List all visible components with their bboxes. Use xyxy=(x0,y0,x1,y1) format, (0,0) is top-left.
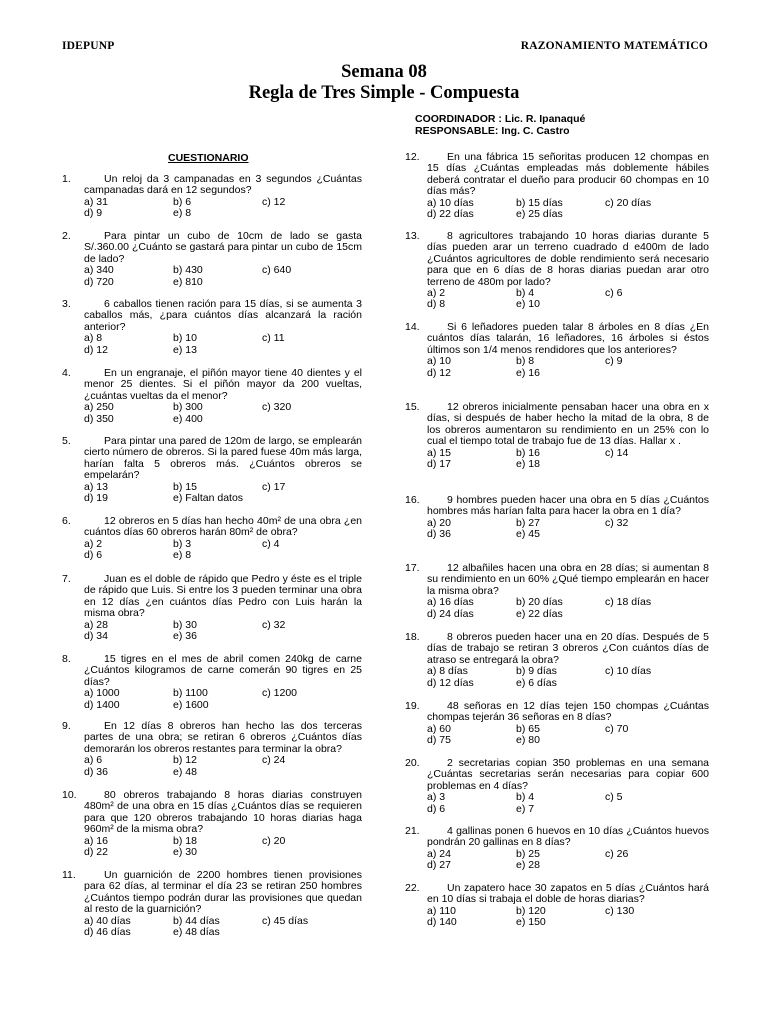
answer-options xyxy=(427,356,709,379)
option-b: b) 3 xyxy=(173,537,192,550)
option-b: b) 15 xyxy=(173,480,197,493)
answer-options xyxy=(84,755,362,778)
option-c: c) 12 xyxy=(262,195,286,208)
option-e: e) 18 xyxy=(516,458,540,471)
option-d: d) 350 xyxy=(84,412,114,425)
option-a: a) 16 xyxy=(84,834,108,847)
question-number: 17. xyxy=(405,562,420,574)
question-number: 13. xyxy=(405,230,420,242)
option-a: a) 20 xyxy=(427,516,451,529)
question-11 xyxy=(62,870,362,938)
option-b: b) 4 xyxy=(516,287,535,300)
option-d: d) 12 xyxy=(84,343,108,356)
question-10 xyxy=(62,790,362,858)
option-e: e) 150 xyxy=(516,916,546,929)
option-c: c) 70 xyxy=(605,722,629,735)
option-e: e) 48 xyxy=(173,765,197,778)
answer-options xyxy=(427,666,709,689)
option-c: c) 18 días xyxy=(605,596,652,609)
option-d: d) 140 xyxy=(427,916,457,929)
header-course: RAZONAMIENTO MATEMÁTICO xyxy=(520,40,708,52)
question-number: 21. xyxy=(405,825,420,837)
option-c: c) 10 días xyxy=(605,665,652,678)
option-e: e) 10 xyxy=(516,298,540,311)
option-b: b) 4 xyxy=(516,791,535,804)
option-c: c) 130 xyxy=(605,904,635,917)
question-number: 4. xyxy=(62,367,71,379)
question-17 xyxy=(405,563,709,620)
option-e: e) 36 xyxy=(173,630,197,643)
option-a: a) 10 días xyxy=(427,196,474,209)
option-b: b) 44 días xyxy=(173,914,220,927)
option-e: e) 22 días xyxy=(516,607,563,620)
question-text: 8 obreros pueden hacer una en 20 días. Después de 5 días de trabajo se retiran 3 obreros ¿Con cuántos días de atraso se entregará la obra? xyxy=(427,631,709,666)
option-a: a) 28 xyxy=(84,618,108,631)
option-e: e) 400 xyxy=(173,412,203,425)
option-a: a) 1000 xyxy=(84,687,120,700)
option-c: c) 20 días xyxy=(605,196,652,209)
question-9 xyxy=(62,721,362,778)
option-c: c) 320 xyxy=(262,401,292,414)
option-b: b) 10 xyxy=(173,332,197,345)
option-a: a) 10 xyxy=(427,355,451,368)
option-d: d) 6 xyxy=(84,549,103,562)
option-b: b) 15 días xyxy=(516,196,563,209)
option-c: c) 4 xyxy=(262,537,280,550)
option-a: a) 6 xyxy=(84,754,103,767)
question-text: Si 6 leñadores pueden talar 8 árboles en 8 días ¿En cuántos días talarán, 16 leñadores, 16 árboles si éstos últimos son 1/4 menos rendidores que los anteriores? xyxy=(427,321,709,356)
answer-options xyxy=(427,518,709,541)
question-text: 2 secretarias copian 350 problemas en una semana ¿Cuántas secretarias serán necesarias para copiar 600 problemas en 4 días? xyxy=(427,757,709,792)
answer-options xyxy=(84,265,362,288)
header-institution: IDEPUNP xyxy=(62,40,115,52)
option-c: c) 6 xyxy=(605,287,623,300)
option-d: d) 12 xyxy=(427,366,451,379)
option-a: a) 250 xyxy=(84,401,114,414)
question-18 xyxy=(405,632,709,689)
option-a: a) 8 días xyxy=(427,665,468,678)
coordinator-line: COORDINADOR : Lic. R. Ipanaqué xyxy=(415,113,586,125)
answer-options xyxy=(427,448,709,471)
answer-options xyxy=(427,724,709,747)
answer-options xyxy=(84,333,362,356)
option-a: a) 16 días xyxy=(427,596,474,609)
option-d: d) 22 días xyxy=(427,208,474,221)
question-number: 16. xyxy=(405,494,420,506)
question-14 xyxy=(405,322,709,379)
option-c: c) 5 xyxy=(605,791,623,804)
answer-options xyxy=(84,620,362,643)
option-a: a) 31 xyxy=(84,195,108,208)
option-a: a) 110 xyxy=(427,904,456,917)
option-d: d) 36 xyxy=(427,528,451,541)
option-a: a) 24 xyxy=(427,847,451,860)
option-d: d) 36 xyxy=(84,765,108,778)
option-e: e) 48 días xyxy=(173,926,220,939)
question-number: 18. xyxy=(405,631,420,643)
question-5 xyxy=(62,436,362,504)
option-d: d) 9 xyxy=(84,207,103,220)
question-number: 12. xyxy=(405,151,420,163)
option-a: a) 3 xyxy=(427,791,446,804)
option-b: b) 30 xyxy=(173,618,197,631)
option-b: b) 1100 xyxy=(173,687,208,700)
option-c: c) 45 días xyxy=(262,914,309,927)
question-text: 12 albañiles hacen una obra en 28 días; si aumentan 8 su rendimiento en un 60% ¿Qué tiempo emplearán en hacer la misma obra? xyxy=(427,562,709,597)
answer-options xyxy=(84,916,362,939)
option-c: c) 640 xyxy=(262,264,292,277)
option-b: b) 25 xyxy=(516,847,540,860)
question-text: 15 tigres en el mes de abril comen 240kg de carne ¿Cuántos kilogramos de carne comerán 90 tigres en 25 días? xyxy=(84,653,362,688)
answer-options xyxy=(427,792,709,815)
option-d: d) 6 xyxy=(427,802,446,815)
question-number: 3. xyxy=(62,298,71,310)
section-title: CUESTIONARIO xyxy=(168,152,249,164)
answer-options xyxy=(84,482,362,505)
option-b: b) 20 días xyxy=(516,596,563,609)
question-12 xyxy=(405,152,709,220)
option-b: b) 9 días xyxy=(516,665,557,678)
option-b: b) 12 xyxy=(173,754,197,767)
question-text: Un zapatero hace 30 zapatos en 5 días ¿Cuántos hará en 10 días si trabaja el doble de horas diarias? xyxy=(427,882,709,906)
question-8 xyxy=(62,654,362,711)
option-a: a) 8 xyxy=(84,332,103,345)
question-13 xyxy=(405,231,709,311)
question-20 xyxy=(405,758,709,815)
option-d: d) 12 días xyxy=(427,676,474,689)
option-c: c) 32 xyxy=(605,516,629,529)
question-text: Un reloj da 3 campanadas en 3 segundos ¿Cuántas campanadas dará en 12 segundos? xyxy=(84,173,362,197)
option-d: d) 22 xyxy=(84,846,108,859)
question-text: 80 obreros trabajando 8 horas diarias construyen 480m² de una obra en 15 días ¿Cuántos días se requieren para que 120 obreros trabajando 10 horas diarias haga 960m² de la misma obra? xyxy=(84,789,362,836)
question-number: 9. xyxy=(62,720,71,732)
question-6 xyxy=(62,516,362,562)
question-number: 15. xyxy=(405,401,420,413)
answer-options xyxy=(427,849,709,872)
question-21 xyxy=(405,826,709,872)
question-text: 4 gallinas ponen 6 huevos en 10 días ¿Cuántos huevos pondrán 20 gallinas en 8 días? xyxy=(427,825,709,849)
option-d: d) 24 días xyxy=(427,607,474,620)
option-b: b) 430 xyxy=(173,264,203,277)
option-d: d) 8 xyxy=(427,298,446,311)
question-2 xyxy=(62,231,362,288)
option-a: a) 13 xyxy=(84,480,108,493)
answer-options xyxy=(427,906,709,929)
option-a: a) 15 xyxy=(427,446,451,459)
question-19 xyxy=(405,701,709,747)
question-7 xyxy=(62,574,362,642)
option-e: e) 1600 xyxy=(173,698,209,711)
option-d: d) 19 xyxy=(84,492,108,505)
answer-options xyxy=(427,198,709,221)
question-number: 1. xyxy=(62,173,71,185)
option-c: c) 26 xyxy=(605,847,629,860)
answer-options xyxy=(84,539,362,562)
option-e: e) 30 xyxy=(173,846,197,859)
option-d: d) 1400 xyxy=(84,698,120,711)
option-c: c) 17 xyxy=(262,480,286,493)
option-d: d) 34 xyxy=(84,630,108,643)
option-c: c) 1200 xyxy=(262,687,298,700)
option-d: d) 46 días xyxy=(84,926,131,939)
document-title xyxy=(0,62,768,104)
question-text: Para pintar un cubo de 10cm de lado se gasta S/.360.00 ¿Cuánto se gastará para pintar un cubo de 15cm de lado? xyxy=(84,230,362,265)
question-16 xyxy=(405,495,709,541)
question-text: 6 caballos tienen ración para 15 días, si se aumenta 3 caballos más, ¿para cuántos días alcanzará la ración anterior? xyxy=(84,298,362,333)
answer-options xyxy=(84,197,362,220)
option-d: d) 27 xyxy=(427,859,451,872)
answer-options xyxy=(84,688,362,711)
option-a: a) 40 días xyxy=(84,914,131,927)
question-text: En 12 días 8 obreros han hecho las dos terceras partes de una obra; se retiran 6 obreros ¿Cuántos días demorarán los obreros restantes para terminar la obra? xyxy=(84,720,362,755)
option-a: a) 340 xyxy=(84,264,114,277)
option-c: c) 32 xyxy=(262,618,286,631)
question-number: 7. xyxy=(62,573,71,585)
option-b: b) 120 xyxy=(516,904,546,917)
question-number: 14. xyxy=(405,321,420,333)
option-a: a) 2 xyxy=(427,287,446,300)
option-b: b) 65 xyxy=(516,722,540,735)
option-c: c) 9 xyxy=(605,355,623,368)
option-e: e) 8 xyxy=(173,549,192,562)
question-number: 11. xyxy=(62,869,76,881)
option-e: e) 6 días xyxy=(516,676,557,689)
option-b: b) 18 xyxy=(173,834,197,847)
question-number: 19. xyxy=(405,700,420,712)
option-d: d) 720 xyxy=(84,275,114,288)
option-c: c) 24 xyxy=(262,754,286,767)
question-22 xyxy=(405,883,709,929)
answer-options xyxy=(84,402,362,425)
option-e: e) 13 xyxy=(173,343,197,356)
option-e: e) 80 xyxy=(516,734,540,747)
question-text: Para pintar una pared de 120m de largo, se emplearán cierto número de obreros. Si la pared fuese 40m más larga, harían falta 5 obreros más. ¿Cuántos obreros se empelarán? xyxy=(84,435,362,482)
option-b: b) 300 xyxy=(173,401,203,414)
option-e: e) 28 xyxy=(516,859,540,872)
option-a: a) 60 xyxy=(427,722,451,735)
option-a: a) 2 xyxy=(84,537,103,550)
question-number: 2. xyxy=(62,230,71,242)
option-e: e) 810 xyxy=(173,275,203,288)
option-d: d) 75 xyxy=(427,734,451,747)
question-text: 8 agricultores trabajando 10 horas diarias durante 5 días pueden arar un terreno cuadrado d e400m de lado ¿Cuántos agricultores de doble rendimiento será necesario para que en 6 días de 8 horas diarias puedan arar otro terreno de 480m por lado? xyxy=(427,230,709,288)
question-text: En un engranaje, el piñón mayor tiene 40 dientes y el menor 25 dientes. Si el piñón mayor da 200 vueltas, ¿cuántas vueltas da el menor? xyxy=(84,367,362,402)
question-text: 12 obreros en 5 días han hecho 40m² de una obra ¿en cuántos días 60 obreros harán 80m² de obra? xyxy=(84,515,362,539)
title-week: Semana 08 xyxy=(341,62,427,82)
question-1 xyxy=(62,174,362,220)
answer-options xyxy=(427,597,709,620)
question-number: 10. xyxy=(62,789,77,801)
question-text: 48 señoras en 12 días tejen 150 chompas ¿Cuántas chompas tejerán 36 señoras en 8 días? xyxy=(427,700,709,724)
option-e: e) 45 xyxy=(516,528,540,541)
answer-options xyxy=(427,288,709,311)
title-topic: Regla de Tres Simple - Compuesta xyxy=(248,83,520,103)
question-number: 22. xyxy=(405,882,420,894)
option-c: c) 14 xyxy=(605,446,629,459)
option-e: e) 16 xyxy=(516,366,540,379)
question-number: 8. xyxy=(62,653,71,665)
question-text: 9 hombres pueden hacer una obra en 5 días ¿Cuántos hombres más harían falta para hacer la obra en 1 día? xyxy=(427,494,709,518)
option-e: e) 25 días xyxy=(516,208,563,221)
question-text: En una fábrica 15 señoritas producen 12 chompas en 15 días ¿Cuántas empleadas más doblemente hábiles deberá contratar el dueño para producir 60 chompas en 10 días más? xyxy=(427,151,709,198)
question-3 xyxy=(62,299,362,356)
option-e: e) 8 xyxy=(173,207,192,220)
option-c: c) 20 xyxy=(262,834,286,847)
question-4 xyxy=(62,368,362,425)
option-b: b) 16 xyxy=(516,446,540,459)
option-d: d) 17 xyxy=(427,458,451,471)
question-text: Un guarnición de 2200 hombres tienen provisiones para 62 días, al terminar el día 23 se retiran 250 hombres ¿Cuántos tiempo podrán durar las provisiones que quedan al resto de la guarnición? xyxy=(84,869,362,916)
option-b: b) 27 xyxy=(516,516,540,529)
responsible-line: RESPONSABLE: Ing. C. Castro xyxy=(415,124,570,137)
question-15 xyxy=(405,402,709,470)
question-text: Juan es el doble de rápido que Pedro y éste es el triple de rápido que Luis. Si entre los 3 pueden terminar una obra en 12 días ¿en cuántos días Pedro con Luis harán la misma obra? xyxy=(84,573,362,620)
question-text: 12 obreros inicialmente pensaban hacer una obra en x días, si después de haber hecho la mitad de la obra, 8 de los obreros aumentaron su rendimiento en un 25% con lo cual el tiempo total de trabajo fue de 13 días. Hallar x . xyxy=(427,401,709,448)
staff-block xyxy=(415,114,585,137)
option-b: b) 8 xyxy=(516,355,535,368)
option-c: c) 11 xyxy=(262,332,285,345)
option-e: e) Faltan datos xyxy=(173,492,244,505)
answer-options xyxy=(84,836,362,859)
question-number: 5. xyxy=(62,435,71,447)
option-e: e) 7 xyxy=(516,802,535,815)
option-b: b) 6 xyxy=(173,195,192,208)
question-number: 20. xyxy=(405,757,420,769)
question-number: 6. xyxy=(62,515,71,527)
